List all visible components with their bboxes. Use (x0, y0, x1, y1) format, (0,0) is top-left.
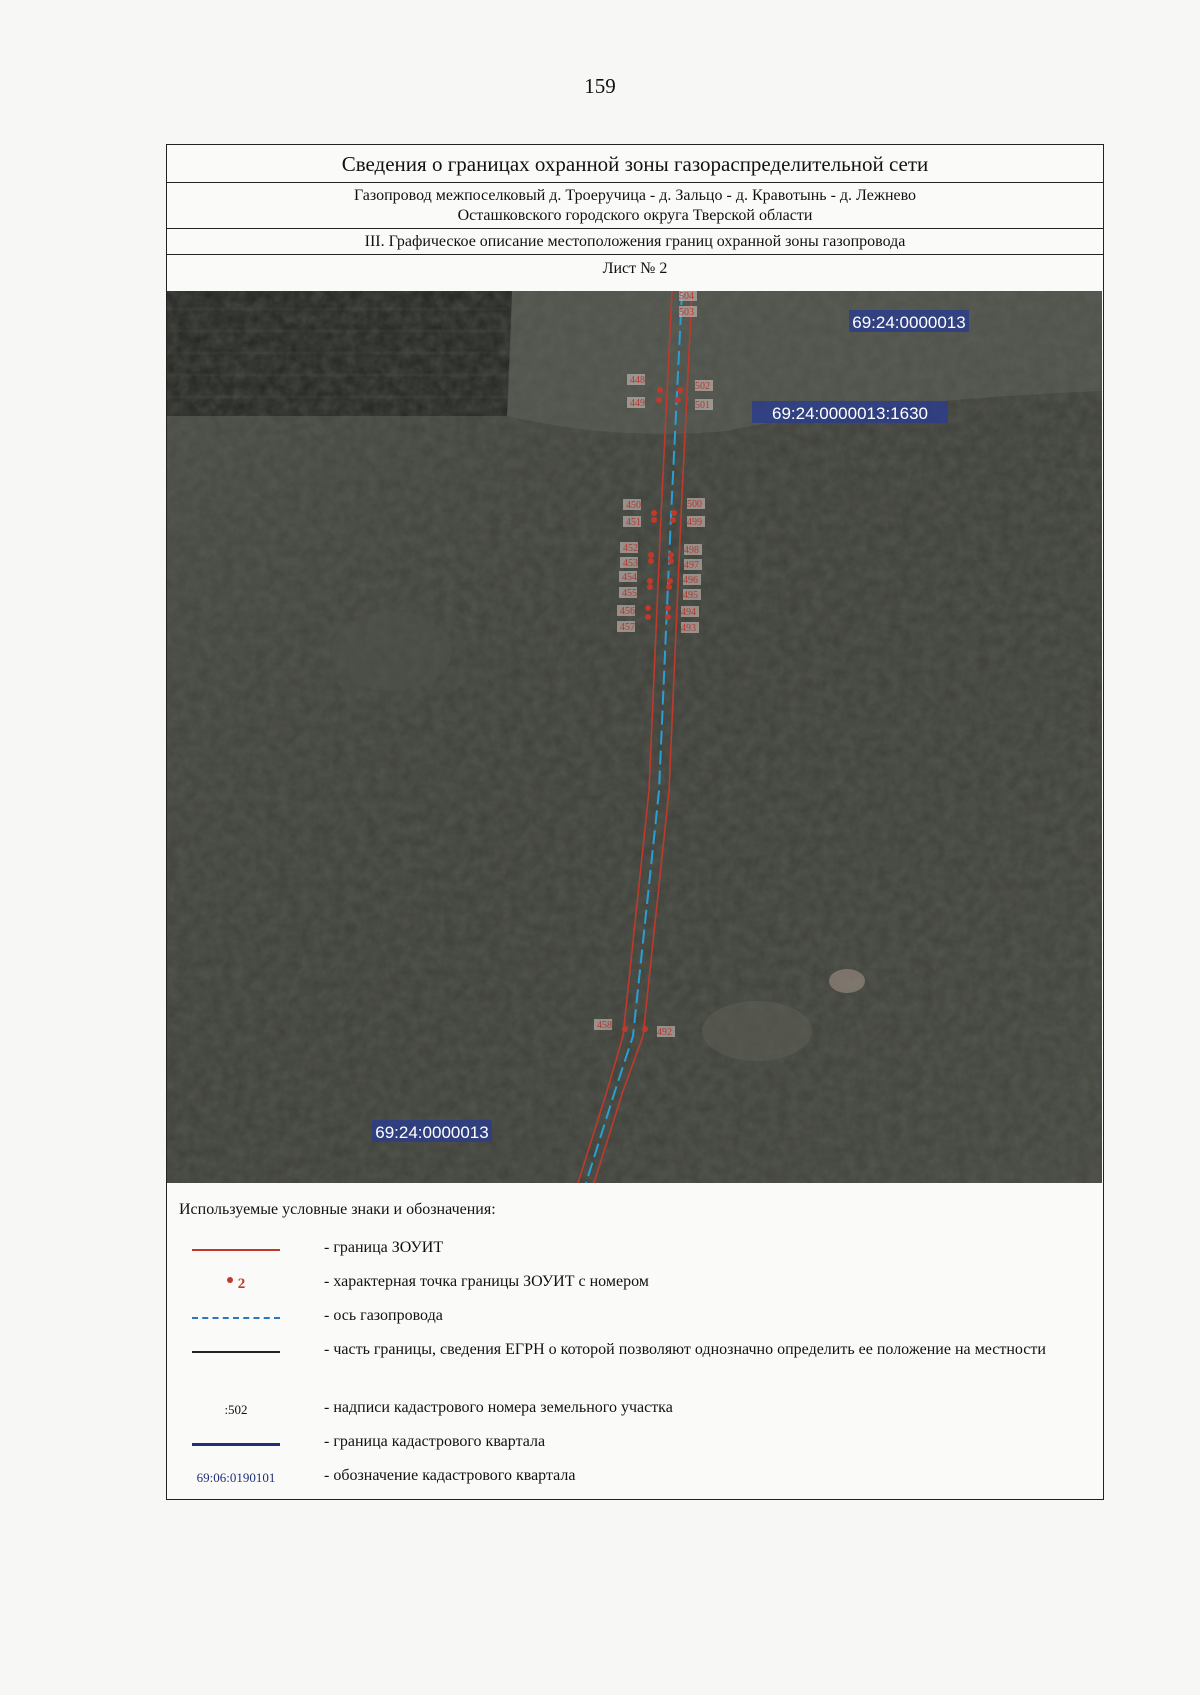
boundary-point-454 (647, 578, 653, 584)
boundary-point-502 (677, 387, 683, 393)
boundary-point-498 (668, 552, 674, 558)
point-label-448: 448 (630, 375, 645, 386)
point-label-450: 450 (626, 500, 641, 511)
point-label-503: 503 (679, 307, 694, 318)
document-frame (166, 144, 1104, 1500)
quarter-label-sample: 69:06:0190101 (196, 1470, 276, 1485)
boundary-point-499 (670, 517, 676, 523)
object-line-1: Газопровод межпоселковый д. Троеручица - д. Зальцо - д. Кравотынь - д. Лежнево (353, 187, 917, 204)
point-marker-icon: 2 (181, 1271, 291, 1297)
boundary-point-452 (648, 552, 654, 558)
boundary-point-458 (622, 1026, 628, 1032)
black-line-icon (181, 1339, 291, 1365)
object-description (167, 183, 1103, 229)
boundary-point-453 (648, 558, 654, 564)
boundary-point-451 (651, 517, 657, 523)
boundary-point-500 (671, 510, 677, 516)
sheet-number: Лист № 2 (602, 260, 668, 277)
point-label-453: 453 (623, 558, 638, 569)
red-line-icon (181, 1237, 291, 1263)
section-title: III. Графическое описание местоположения границ охранной зоны газопровода (167, 229, 1103, 255)
boundary-point-493 (665, 614, 671, 620)
boundary-point-450 (651, 510, 657, 516)
boundary-point-492 (642, 1026, 648, 1032)
point-label-455: 455 (622, 588, 637, 599)
point-label-451: 451 (626, 517, 641, 528)
boundary-point-449 (656, 397, 662, 403)
cadastral-parcel-label: 69:24:0000013:1630 (772, 404, 928, 423)
page-number: 159 (584, 74, 616, 98)
boundary-point-457 (645, 614, 651, 620)
point-label-500: 500 (687, 499, 702, 510)
point-label-456: 456 (620, 606, 635, 617)
parcel-label-sample: :502 (224, 1402, 248, 1417)
point-label-502: 502 (695, 381, 710, 392)
legend: Используемые условные знаки и обозначения: - граница ЗОУИТ 2 - характерная точка границы ЗОУИТ с номером - ось газопровода - часть границы, сведения ЕГРН о которой позволяют однозначно определить ее положение на местности :502 - надписи кадастрового номера земельного участка - граница кадастрового квартала 69:06:0190101 - обозначение кадастрового квартала (167, 1201, 1102, 1491)
point-label-497: 497 (684, 560, 699, 571)
point-label-501: 501 (695, 400, 710, 411)
boundary-point-496 (667, 578, 673, 584)
blue-dashed-line-icon (181, 1305, 291, 1331)
cadastral-quarter-label-top: 69:24:0000013 (852, 313, 966, 332)
point-label-454: 454 (622, 572, 637, 583)
satellite-map[interactable] (167, 291, 1102, 1183)
boundary-point-455 (647, 584, 653, 590)
legend-title: Используемые условные знаки и обозначения: (179, 1201, 496, 1218)
boundary-point-497 (668, 558, 674, 564)
document-title: Сведения о границах охранной зоны газораспределительной сети (167, 145, 1103, 183)
point-label-457: 457 (620, 622, 635, 633)
point-label-499: 499 (687, 517, 702, 528)
point-label-493: 493 (681, 623, 696, 634)
map-svg (167, 291, 1102, 1183)
boundary-point-495 (666, 584, 672, 590)
texture (167, 291, 1102, 1183)
point-label-449: 449 (630, 398, 645, 409)
point-label-496: 496 (683, 575, 698, 586)
object-line-2: Осташковского городского округа Тверской области (457, 207, 813, 224)
boundary-point-448 (657, 387, 663, 393)
boundary-point-456 (645, 605, 651, 611)
cadastral-quarter-label-bottom: 69:24:0000013 (375, 1123, 489, 1142)
boundary-point-494 (665, 605, 671, 611)
point-label-492: 492 (657, 1027, 672, 1038)
boundary-point-501 (675, 397, 681, 403)
point-label-452: 452 (623, 543, 638, 554)
point-label-458: 458 (597, 1020, 612, 1031)
point-label-495: 495 (683, 590, 698, 601)
point-label-494: 494 (681, 607, 696, 618)
point-label-504: 504 (679, 291, 694, 302)
point-label-498: 498 (684, 545, 699, 556)
navy-line-icon (181, 1431, 291, 1457)
